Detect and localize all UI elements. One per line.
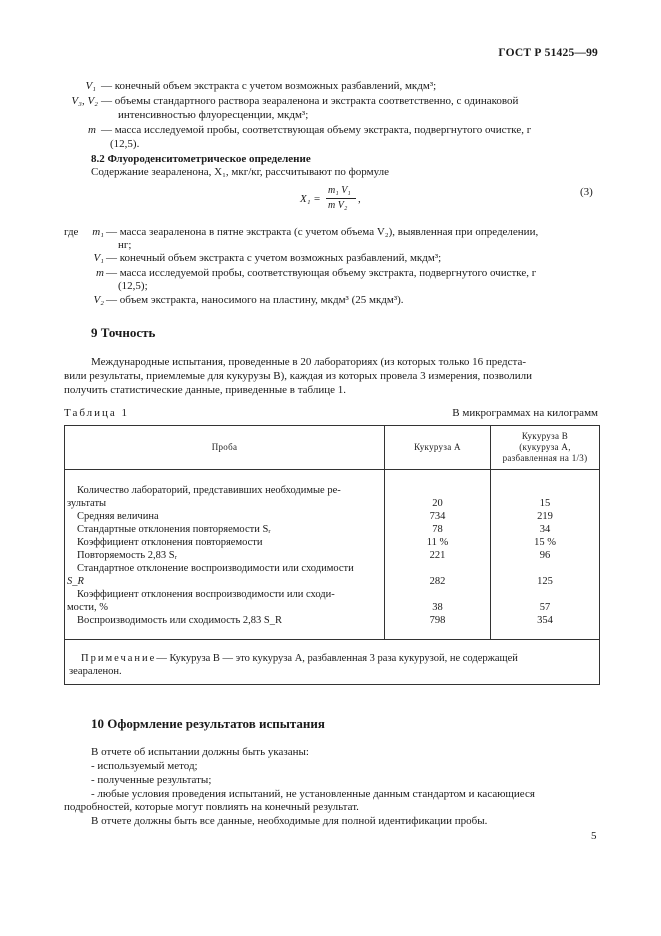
def-text-cont: (12,5);	[118, 280, 148, 292]
note-label: Примечание	[81, 653, 157, 664]
section-10-item: - полученные результаты;	[91, 774, 212, 786]
section-10-intro: В отчете об испытании должны быть указаны:	[91, 746, 309, 758]
row-label-cont: мости, %	[67, 602, 109, 613]
section-10-item: - любые условия проведения испытаний, не установленные данным стандартом и касающиеся	[91, 788, 535, 800]
section-9-title: 9 Точность	[91, 325, 156, 340]
value-a: 282	[429, 576, 446, 587]
formula-comma: ,	[358, 193, 361, 205]
header-label-line: разбавленная на 1/3)	[502, 453, 588, 463]
note-text: — Кукуруза В — это кукуруза А, разбавленная 3 раза кукурузой, не содержащей	[156, 653, 518, 664]
value-a: 78	[432, 524, 443, 535]
document-header: ГОСТ Р 51425—99	[498, 47, 598, 59]
row-label-cont: зультаты	[67, 498, 107, 509]
table-header-row	[65, 426, 600, 470]
def-symbol: V₁	[85, 80, 96, 92]
row-label: Повторяемость 2,83 Sᵣ	[77, 550, 178, 561]
value-a: 38	[432, 602, 443, 613]
value-a: 221	[429, 550, 446, 561]
table-note-row	[65, 640, 600, 685]
table-caption: Таблица 1	[64, 407, 130, 419]
section-10-item: - используемый метод;	[91, 760, 198, 772]
value-b: 125	[537, 576, 553, 587]
section-9-para-line: получить статистические данные, приведенные в таблице 1.	[64, 384, 347, 396]
def-symbol: m	[88, 124, 96, 136]
row-label: Количество лабораторий, представивших необходимые ре-	[77, 485, 341, 496]
header-cell	[385, 426, 491, 470]
formula-lhs: X₁ =	[300, 193, 321, 205]
header-label: Проба	[211, 442, 238, 452]
def-text: — масса исследуемой пробы, соответствующая объему экстракта, подвергнутого очистке, г	[101, 124, 532, 136]
col-a-cell	[385, 470, 491, 640]
col-b-cell	[491, 470, 600, 640]
value-b: 15	[539, 498, 551, 509]
row-label: Коэффициент отклонения повторяемости	[77, 537, 263, 548]
value-b: 15 %	[534, 537, 556, 548]
formula-denominator: m V₂	[328, 200, 348, 211]
row-label: Коэффициент отклонения воспроизводимости или сходи-	[77, 589, 335, 600]
table-body-row	[65, 470, 600, 640]
section-10-item-cont: подробностей, которые могут повлиять на конечный результат.	[64, 801, 359, 813]
section-9-para-line: вили результаты, приемлемые для кукурузы В), каждая из которых провела 3 измерения, позволили	[64, 370, 532, 382]
value-b: 219	[537, 511, 553, 522]
def-text: — масса исследуемой пробы, соответствующая объему экстракта, подвергнутого очистке, г	[106, 267, 537, 279]
row-labels-cell	[65, 470, 385, 640]
note-cell	[65, 640, 600, 685]
section-9-para-line: Международные испытания, проведенные в 20 лабораториях (из которых только 16 предста-	[91, 356, 527, 368]
note-text-cont: зеараленон.	[69, 666, 122, 677]
value-b: 96	[539, 550, 551, 561]
page-number: 5	[591, 830, 597, 842]
section-8-2-text: Содержание зеараленона, X₁, мкг/кг, рассчитывают по формуле	[91, 166, 389, 178]
def-symbol: m₁	[92, 226, 104, 238]
value-b: 57	[539, 602, 551, 613]
section-8-2-title: 8.2 Флуороденситометрическое определение	[91, 153, 311, 165]
value-b: 34	[539, 524, 551, 535]
row-label: Воспроизводимость или сходимость 2,83 S_R	[77, 615, 282, 626]
value-a: 734	[429, 511, 446, 522]
value-a: 798	[429, 615, 446, 626]
def-text-cont: нг;	[118, 239, 132, 251]
def-symbol: m	[96, 267, 104, 279]
table-units: В микрограммах на килограмм	[452, 407, 598, 419]
formula-number: (3)	[580, 186, 593, 198]
header-label-line: Кукуруза В	[521, 431, 569, 441]
precision-table	[64, 425, 600, 685]
def-text: — масса зеараленона в пятне экстракта (с учетом объема V₂), выявленная при определении,	[106, 226, 539, 238]
def-text: — объем экстракта, наносимого на пластину, мкдм³ (25 мкдм³).	[106, 294, 404, 306]
def-symbol: V₁	[93, 252, 104, 264]
def-text-cont: (12,5).	[110, 138, 140, 150]
def-symbol: V₂	[93, 294, 104, 306]
fraction-bar	[326, 198, 356, 199]
def-symbol: V₃, V₂	[71, 95, 98, 107]
row-label: Средняя величина	[77, 511, 159, 522]
row-label: Стандартное отклонение воспроизводимости или сходимости	[77, 563, 354, 574]
where-label: где	[64, 226, 79, 238]
def-text: — конечный объем экстракта с учетом возможных разбавлений, мкдм³;	[106, 252, 442, 264]
def-text-cont: интенсивностью флуоресценции, мкдм³;	[118, 109, 309, 121]
header-label-line: (кукуруза А,	[519, 442, 571, 452]
row-label-cont: S_R	[67, 576, 84, 587]
formula-3	[300, 185, 380, 215]
value-b: 354	[537, 615, 553, 626]
section-10-closing: В отчете должны быть все данные, необходимые для полной идентификации пробы.	[91, 815, 488, 827]
row-label: Стандартные отклонения повторяемости Sᵣ	[77, 524, 271, 535]
section-10-title: 10 Оформление результатов испытания	[91, 716, 325, 731]
def-text: — объемы стандартного раствора зеараленона и экстракта соответственно, с одинаковой	[101, 95, 519, 107]
header-cell	[65, 426, 385, 470]
value-a: 11 %	[426, 537, 449, 548]
header-cell	[491, 426, 600, 470]
formula-numerator: m₁ V₁	[328, 185, 351, 196]
header-label: Кукуруза А	[414, 442, 461, 452]
def-text: — конечный объем экстракта с учетом возможных разбавлений, мкдм³;	[101, 80, 437, 92]
value-a: 20	[432, 498, 443, 509]
